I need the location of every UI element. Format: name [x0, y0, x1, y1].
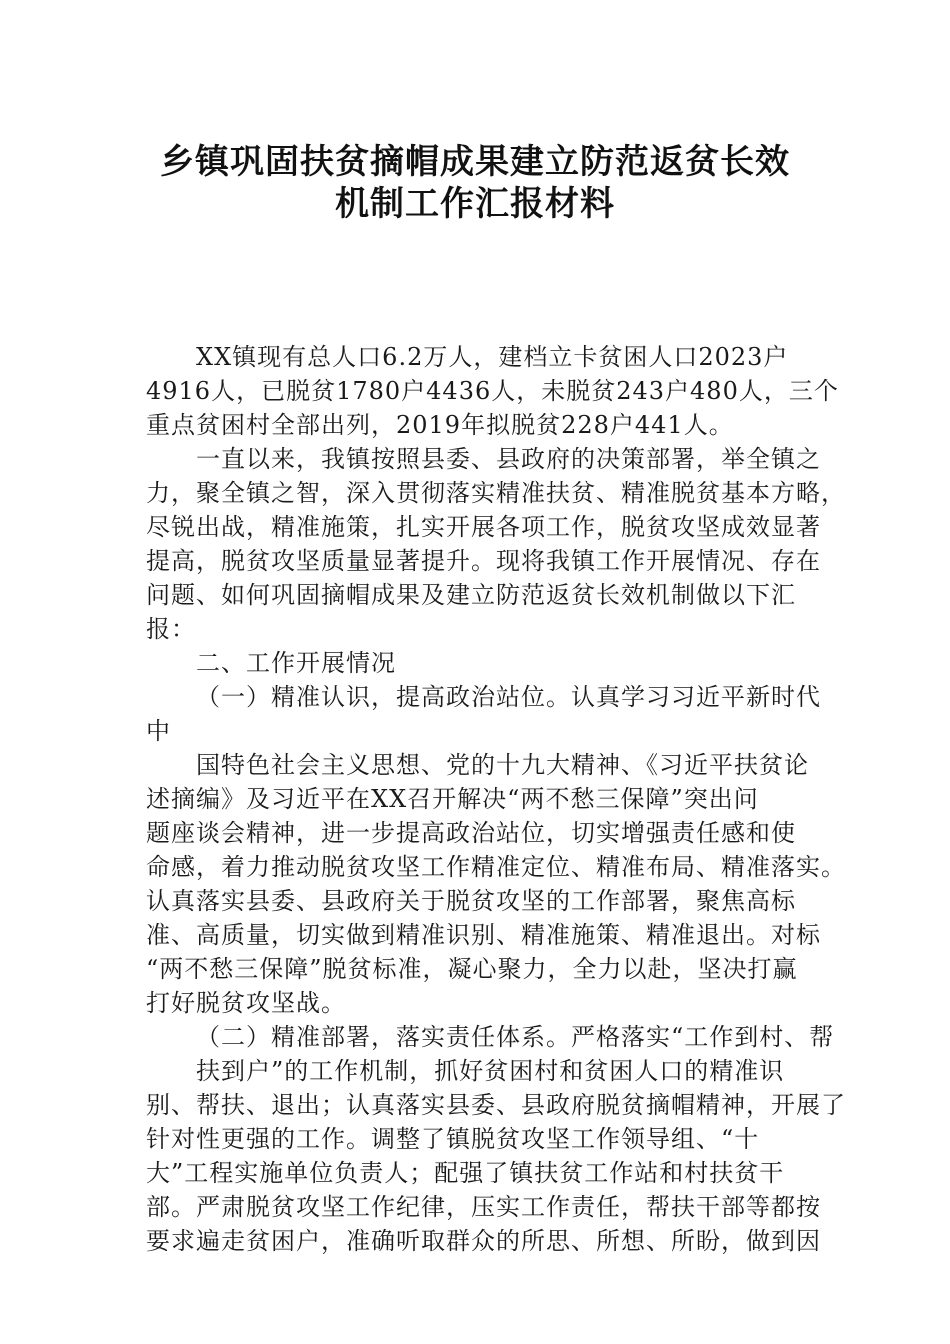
body-line: 扶到户”的工作机制，抓好贫困村和贫困人口的精准识	[196, 1057, 785, 1085]
body-line: 4916人，已脱贫1780户4436人，未脱贫243户480人，三个	[146, 377, 839, 405]
body-line: 尽锐出战，精准施策，扎实开展各项工作，脱贫攻坚成效显著	[146, 513, 821, 541]
body-line: 提高，脱贫攻坚质量显著提升。现将我镇工作开展情况、存在	[146, 547, 821, 575]
document-title-line-2: 机制工作汇报材料	[335, 184, 615, 224]
body-line: 国特色社会主义思想、党的十九大精神、《习近平扶贫论	[196, 751, 809, 779]
body-line: 要求遍走贫困户，准确听取群众的所思、所想、所盼，做到因	[146, 1227, 821, 1255]
section-heading: 二、工作开展情况	[196, 649, 396, 677]
body-line: （一）精准认识，提高政治站位。认真学习习近平新时代	[196, 683, 821, 711]
body-line: 报：	[146, 615, 196, 643]
body-line: 别、帮扶、退出；认真落实县委、县政府脱贫摘帽精神，开展了	[146, 1091, 846, 1119]
body-line: 述摘编》及习近平在XX召开解决“两不愁三保障”突出问	[146, 785, 759, 813]
body-line: 部。严肃脱贫攻坚工作纪律，压实工作责任，帮扶干部等都按	[146, 1193, 821, 1221]
body-line: 一直以来，我镇按照县委、县政府的决策部署，举全镇之	[196, 445, 821, 473]
body-line: 认真落实县委、县政府关于脱贫攻坚的工作部署，聚焦高标	[146, 887, 796, 915]
document-title-line-1: 乡镇巩固扶贫摘帽成果建立防范返贫长效	[160, 142, 790, 182]
body-line: 问题、如何巩固摘帽成果及建立防范返贫长效机制做以下汇	[146, 581, 796, 609]
body-line: 重点贫困村全部出列，2019年拟脱贫228户441人。	[146, 411, 734, 439]
body-line: 命感，着力推动脱贫攻坚工作精准定位、精准布局、精准落实。	[146, 853, 846, 881]
body-line: 题座谈会精神，进一步提高政治站位，切实增强责任感和使	[146, 819, 796, 847]
body-line: 大”工程实施单位负责人；配强了镇扶贫工作站和村扶贫干	[146, 1159, 785, 1187]
body-line: 中	[146, 717, 171, 745]
body-line: 力，聚全镇之智，深入贯彻落实精准扶贫、精准脱贫基本方略，	[146, 479, 846, 507]
body-line: （二）精准部署，落实责任体系。严格落实“工作到村、帮	[196, 1023, 835, 1051]
document-body	[146, 340, 846, 1258]
body-line: 打好脱贫攻坚战。	[146, 989, 346, 1017]
body-line: 针对性更强的工作。调整了镇脱贫攻坚工作领导组、“十	[146, 1125, 760, 1153]
body-line: “两不愁三保障”脱贫标准，凝心聚力，全力以赴，坚决打赢	[146, 955, 798, 983]
body-line: 准、高质量，切实做到精准识别、精准施策、精准退出。对标	[146, 921, 821, 949]
body-line: XX镇现有总人口6.2万人，建档立卡贫困人口2023户	[196, 343, 789, 371]
